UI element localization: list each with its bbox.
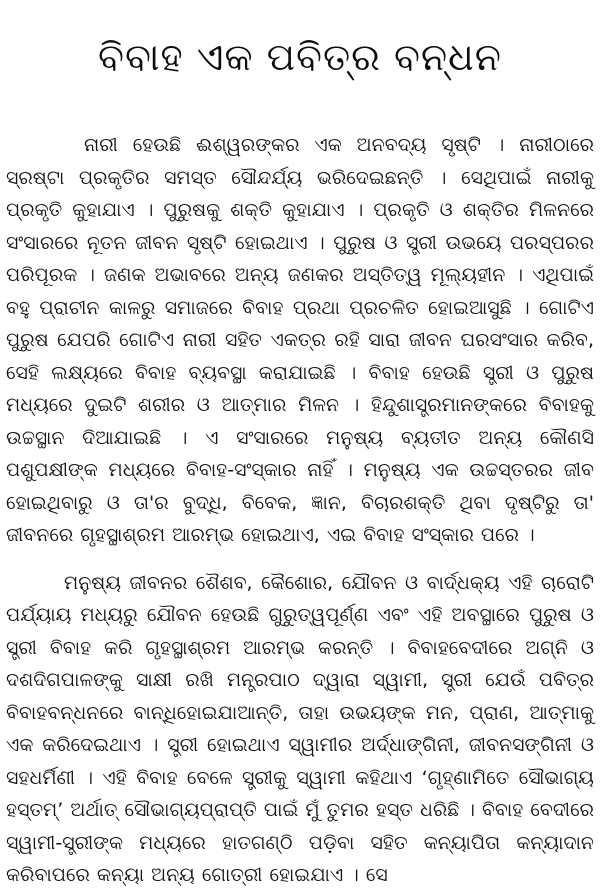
paragraph-1: ନାରୀ ହେଉଛି ଈଶ୍ୱରଙ୍କର ଏକ ଅନବଦ୍ୟ ସୃଷ୍ଟି । ନାରୀଠାରେ ସ୍ରଷ୍ଟା ପ୍ରକୃତିର ସମସ୍ତ ସୌନ୍ଦର୍ଯ୍ୟ ଭରିଦେଇଛନ୍ତି । ସେଥିପାଇଁ ନାରୀକୁ ପ୍ରକୃତି କୁହାଯାଏ । ପୁରୁଷକୁ ଶକ୍ତି କୁହାଯାଏ । ପ୍ରକୃତି ଓ ଶକ୍ତିର ମିଳନରେ ସଂସାରରେ ନୂତନ ଜୀବନ ସୃଷ୍ଟି ହୋଇଥାଏ । ପୁରୁଷ ଓ ସ୍ତ୍ରୀ ଉଭୟେ ପରସ୍ପରର ପରିପୂରକ । ଜଣକ ଅଭାବରେ ଅନ୍ୟ ଜଣକର ଅସ୍ତିତ୍ୱ ମୂଲ୍ୟହୀନ । ଏଥିପାଇଁ ବହୁ ପ୍ରାଚୀନ କାଳରୁ ସମାଜରେ ବିବାହ ପ୍ରଥା ପ୍ରଚଳିତ ହୋଇଆସୁଛି । ଗୋଟିଏ ପୁରୁଷ ଯେପରି ଗୋଟିଏ ନାରୀ ସହିତ ଏକତ୍ର ରହି ସାରା ଜୀବନ ଘରସଂସାର କରିବ, ସେହି ଲକ୍ଷ୍ୟରେ ବିବାହ ବ୍ୟବସ୍ଥା କରାଯାଇଛି । ବିବାହ ହେଉଛି ସ୍ତ୍ରୀ ଓ ପୁରୁଷ ମଧ୍ୟରେ ଦୁଇଟି ଶରୀର ଓ ଆତ୍ମାର ମିଳନ । ହିନ୍ଦୁଶାସ୍ତ୍ରମାନଙ୍କରେ ବିବାହକୁ ଉଚ୍ଚସ୍ଥାନ ଦିଆଯାଇଛି । ଏ ସଂସାରରେ ମନୁଷ୍ୟ ବ୍ୟତୀତ ଅନ୍ୟ କୌଣସି ପଶୁପକ୍ଷୀଙ୍କ ମଧ୍ୟରେ ବିବାହ-ସଂସ୍କାର ନାହିଁ । ମନୁଷ୍ୟ ଏକ ଉଚ୍ଚସ୍ତରର ଜୀବ ହୋଇଥିବାରୁ ଓ ତା'ର ବୁଦ୍ଧି, ବିବେକ, ଜ୍ଞାନ, ବିଚାରଶକ୍ତି ଥିବା ଦୃଷ୍ଟିରୁ ତା' ଜୀବନରେ ଗୃହସ୍ଥାଶ୍ରମ ଆରମ୍ଭ ହୋଇଥାଏ, ଏଇ ବିବାହ ସଂସ୍କାର ପରେ । (6, 134, 594, 546)
page-title: ବିବାହ ଏକ ପବିତ୍ର ବନ୍ଧନ (98, 35, 502, 79)
paragraph-2: ମନୁଷ୍ୟ ଜୀବନର ଶୈଶବ, କୈଶୋର, ଯୌବନ ଓ ବାର୍ଦ୍ଧକ୍ୟ ଏହି ଚାରୋଟି ପର୍ଯ୍ୟାୟ ମଧ୍ୟରୁ ଯୌବନ ହେଉଛି ଗୁରୁତ୍ୱପୂର୍ଣ୍ଣ ଏବଂ ଏହି ଅବସ୍ଥାରେ ପୁରୁଷ ଓ ସ୍ତ୍ରୀ ବିବାହ କରି ଗୃହସ୍ଥାଶ୍ରମ ଆରମ୍ଭ କରନ୍ତି । ବିବାହବେଦୀରେ ଅଗ୍ନି ଓ ଦଶଦିଗପାଳଙ୍କୁ ସାକ୍ଷୀ ରଖି ମନ୍ତ୍ରପାଠ ଦ୍ୱାରା ସ୍ୱାମୀ, ସ୍ତ୍ରୀ ଯେଉଁ ପବିତ୍ର ବିବାହବନ୍ଧନରେ ବାନ୍ଧିହୋଇଯାଆନ୍ତି, ତାହା ଉଭୟଙ୍କ ମନ, ପ୍ରାଣ, ଆତ୍ମାକୁ ଏକ କରିଦେଇଥାଏ । ସ୍ତ୍ରୀ ହୋଇଥାଏ ସ୍ୱାମୀର ଅର୍ଦ୍ଧାଙ୍ଗିନୀ, ଜୀବନସଙ୍ଗିନୀ ଓ ସହଧର୍ମିଣୀ । ଏହି ବିବାହ ବେଳେ ସ୍ତ୍ରୀକୁ ସ୍ୱାମୀ କହିଥାଏ ‘ଗୃହ୍ଣାମିତେ ସୌଭାଗ୍ୟ ହସ୍ତମ୍’ ଅର୍ଥାତ୍ ସୌଭାଗ୍ୟପ୍ରାପ୍ତି ପାଇଁ ମୁଁ ତୁମର ହସ୍ତ ଧରିଛି । ବିବାହ ବେଦୀରେ ସ୍ୱାମୀ-ସ୍ତ୍ରୀଙ୍କ ମଧ୍ୟରେ ହାତଗଣ୍ଠି ପଡ଼ିବା ସହିତ କନ୍ୟାପିତା କନ୍ୟାଦାନ କରିବାପରେ କନ୍ୟା ଅନ୍ୟ ଗୋତ୍ରୀ ହୋଇଯାଏ । ସେ (6, 571, 594, 886)
